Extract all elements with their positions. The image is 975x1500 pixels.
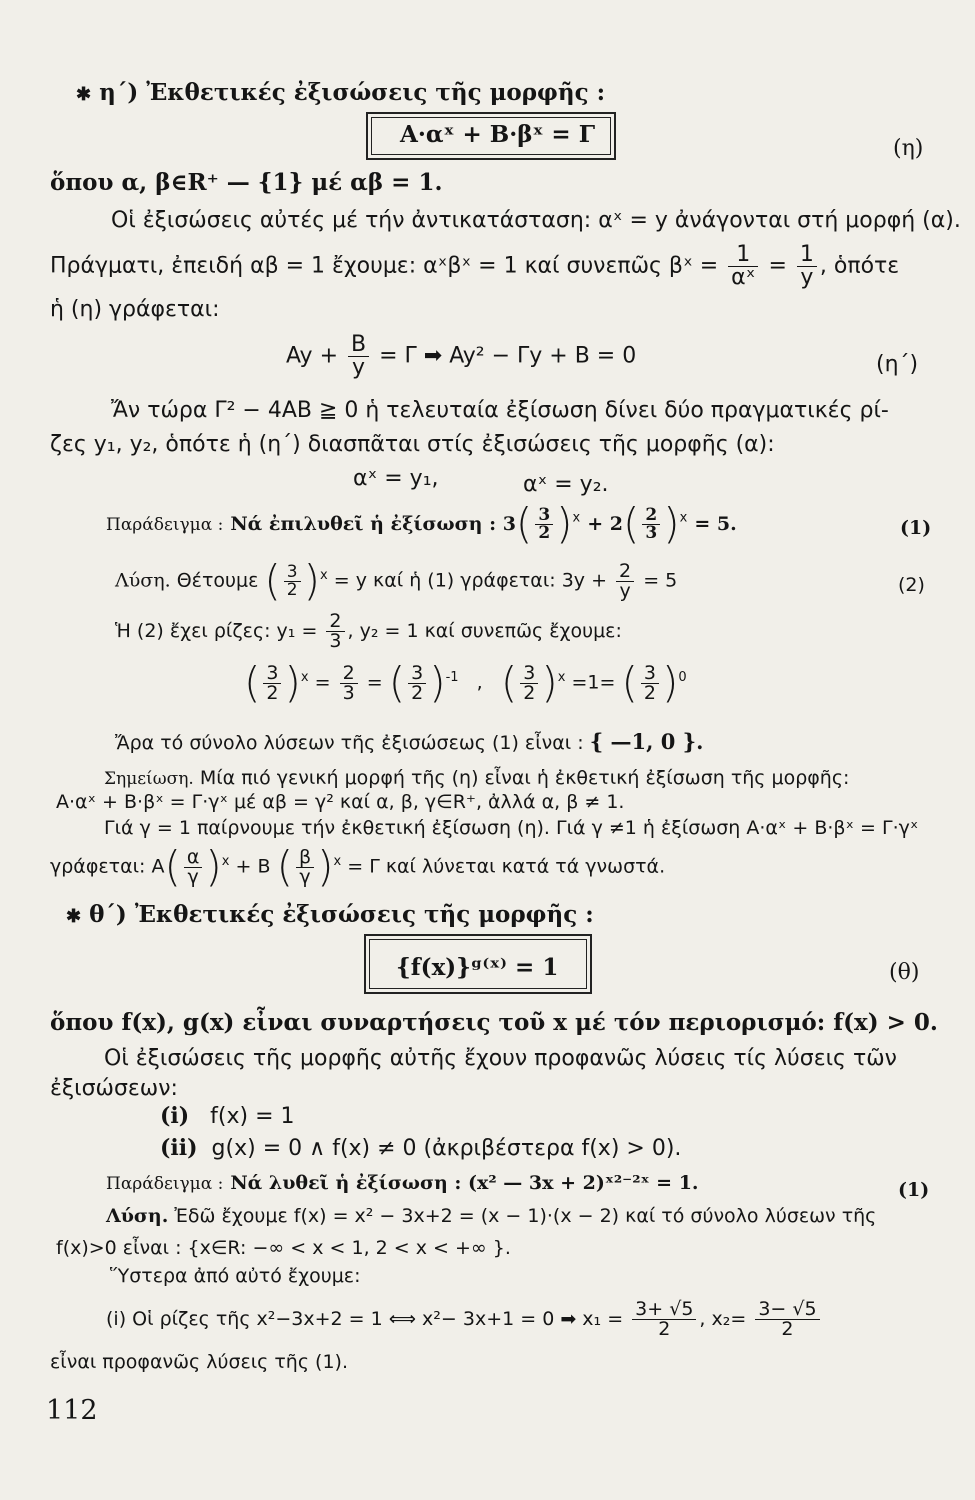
fraction: $\frac{3}{2}$	[263, 664, 281, 703]
eq-label-theta: (θ)	[889, 960, 920, 985]
formula-theta: {f(x)}ᵍ⁽ˣ⁾ = 1	[396, 954, 559, 981]
page-number: 112	[46, 1395, 98, 1426]
note-line-2: A·αˣ + B·βˣ = Γ·γˣ μέ αβ = γ² καί α, β, γ∈R⁺, ἀλλά α, β ≠ 1.	[56, 791, 625, 813]
result-line: Ἄρα τό σύνολο λύσεων τῆς ἐξισώσεως (1) εἶναι : { —1, 0 }.	[115, 729, 704, 754]
fraction: $\frac{B}{y}$	[348, 334, 369, 379]
fraction: $\frac{3}{2}$	[641, 664, 659, 703]
fraction: $\frac{3}{2}$	[535, 507, 553, 542]
equation-eta-prime: Ay + $\frac{B}{y}$ = Γ ➡ Ay² − Γy + B = 0	[286, 332, 637, 380]
fraction: $\frac{3}{2}$	[284, 564, 301, 599]
section-eta-title: ✱ η΄) Ἐκθετικές ἐξισώσεις τῆς μορφῆς :	[76, 79, 606, 106]
paragraph-6: Οἱ ἐξισώσεις τῆς μορφῆς αὐτῆς ἔχουν προφανῶς λύσεις τίς λύσεις τῶν	[104, 1046, 897, 1071]
solution-2-set: f(x)>0 εἶναι : {x∈R: −∞ < x < 1, 2 < x < +∞ }.	[56, 1237, 511, 1259]
note-line-1: Σημείωση. Μία πιό γενική μορφή τῆς (η) εἶναι ἡ ἐκθετική ἐξίσωση τῆς μορφῆς:	[104, 767, 850, 789]
note-line-3: Γιά γ = 1 παίρνουμε τήν ἐκθετική ἐξίσωση (η). Γιά γ ≠1 ἡ ἐξίσωση A·αˣ + B·βˣ = Γ·γˣ	[104, 817, 919, 839]
calculation-line: ( $\frac{3}{2}$ )$^x$ = $\frac{2}{3}$ = ( $\frac{3}{2}$ )$^{-1}$ , ( $\frac{3}{2}$ )$^x$ =1= ( $\frac{3}{2}$ )$^0$	[244, 658, 687, 707]
case-i: (i) f(x) = 1	[160, 1103, 295, 1129]
fraction: $\frac{2}{3}$	[326, 612, 344, 651]
equation-a2: αˣ = y₂.	[523, 472, 609, 497]
fraction: $\frac{2}{y}$	[616, 562, 634, 601]
eq-label-eta: (η)	[893, 136, 924, 161]
then-line: Ὕστερα ἀπό αὐτό ἔχουμε:	[110, 1265, 361, 1287]
solution-1-number: (2)	[898, 574, 925, 596]
example-1-number: (1)	[900, 517, 932, 539]
fraction: $\frac{1}{y}$	[797, 244, 817, 289]
last-line: εἶναι προφανῶς λύσεις τῆς (1).	[50, 1351, 348, 1373]
roots-line: Ἡ (2) ἔχει ρίζες: y₁ = $\frac{2}{3}$ , y₂ = 1 καί συνεπῶς ἔχουμε:	[115, 610, 622, 652]
where-eta: ὅπου α, β∈R⁺ — {1} μέ αβ = 1.	[50, 169, 443, 196]
paragraph-1: Οἱ ἐξισώσεις αὐτές μέ τήν ἀντικατάσταση: αˣ = y ἀνάγονται στή μορφή (α).	[111, 208, 961, 233]
fraction: $\frac{1}{\text{αˣ}}$	[728, 244, 758, 289]
paragraph-3: ἡ (η) γράφεται:	[50, 297, 220, 322]
note-line-4: γράφεται: A( $\frac{\alpha}{\gamma}$ )$^x$ + B ( $\frac{\beta}{\gamma}$ )$^x$ = Γ καί λύνεται κατά τά γνωστά.	[50, 842, 666, 891]
case-ii: (ii) g(x) = 0 ∧ f(x) ≠ 0 (ἀκριβέστερα f(x) > 0).	[160, 1135, 682, 1161]
section-theta-title: ✱ θ΄) Ἐκθετικές ἐξισώσεις τῆς μορφῆς :	[66, 901, 594, 928]
fraction: $\frac{3+ √5}{2}$	[632, 1300, 696, 1339]
fraction: $\frac{3}{2}$	[408, 664, 426, 703]
solution-2: Λύση. Ἐδῶ ἔχουμε f(x) = x² − 3x+2 = (x − 1)·(x − 2) καί τό σύνολο λύσεων τῆς	[106, 1205, 877, 1227]
example-2-number: (1)	[898, 1179, 930, 1201]
paragraph-7: ἐξισώσεων:	[50, 1076, 178, 1101]
example-2: Παράδειγμα : Νά λυθεῖ ἡ ἐξίσωση : (x² — 3x + 2)ˣ²⁻²ˣ = 1.	[106, 1172, 699, 1194]
fraction: $\frac{3}{2}$	[520, 664, 538, 703]
paragraph-5: ζες y₁, y₂, ὁπότε ἡ (η΄) διασπᾶται στίς ἐξισώσεις τῆς μορφῆς (α):	[50, 432, 775, 457]
formula-eta: A·αˣ + B·βˣ = Γ	[400, 121, 596, 148]
example-1: Παράδειγμα : Νά ἐπιλυθεῖ ἡ ἐξίσωση : 3( $\frac{3}{2}$ )$^x$ + 2( $\frac{2}{3}$ )$^x$ = 5.	[106, 499, 737, 548]
equation-a1: αˣ = y₁,	[353, 466, 439, 491]
star-icon: ✱	[76, 84, 92, 105]
eq-label-eta-prime: (η΄)	[876, 352, 919, 377]
solution-1: Λύση. Θέτουμε ( $\frac{3}{2}$ )$^x$ = y καί ἡ (1) γράφεται: 3y + $\frac{2}{y}$ = 5	[115, 556, 678, 605]
star-icon: ✱	[66, 906, 82, 927]
fraction: $\frac{2}{3}$	[642, 507, 660, 542]
paragraph-2: Πράγματι, ἐπειδή αβ = 1 ἔχουμε: αˣβˣ = 1 καί συνεπῶς βˣ = $\frac{1}{\text{αˣ}}$ = $\frac{1}{y}$ , ὁπότε	[50, 242, 900, 290]
roots-2-line: (i) Οἱ ρίζες τῆς x²−3x+2 = 1 ⟺ x²− 3x+1 = 0 ➡ x₁ = $\frac{3+ √5}{2}$ , x₂= $\frac{3- √5}{2}$	[106, 1300, 823, 1339]
fraction: $\frac{\beta}{\gamma}$	[296, 848, 314, 887]
fraction: $\frac{2}{3}$	[340, 664, 358, 703]
where-theta: ὅπου f(x), g(x) εἶναι συναρτήσεις τοῦ x μέ τόν περιορισμό: f(x) > 0.	[50, 1009, 938, 1036]
fraction: $\frac{\alpha}{\gamma}$	[184, 848, 203, 887]
fraction: $\frac{3- √5}{2}$	[755, 1300, 819, 1339]
paragraph-4: Ἄν τώρα Γ² − 4AB ≧ 0 ἡ τελευταία ἐξίσωση δίνει δύο πραγματικές ρί-	[111, 398, 889, 423]
